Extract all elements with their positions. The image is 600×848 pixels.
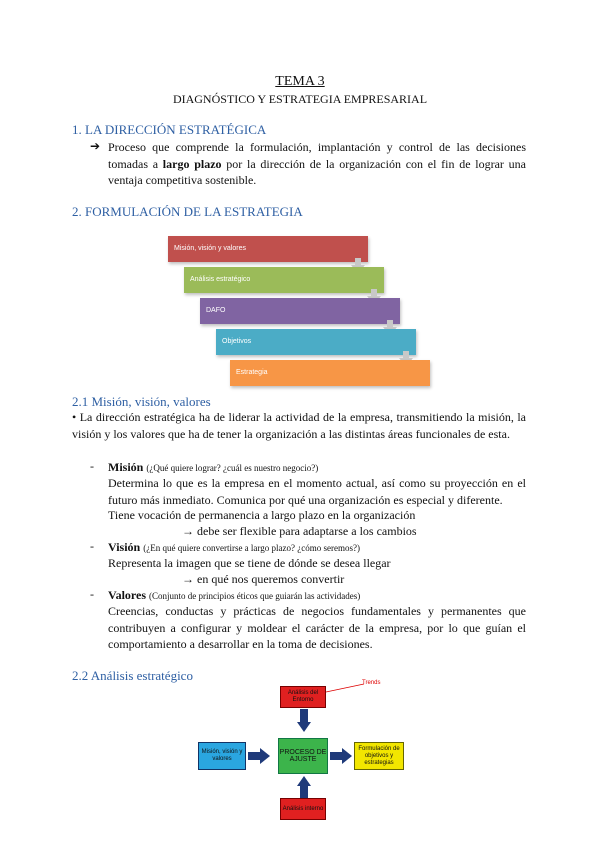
down-arrow-icon bbox=[387, 320, 393, 327]
annotation-line bbox=[324, 680, 368, 694]
step-dafo-label: DAFO bbox=[206, 307, 226, 314]
strategic-analysis-diagram bbox=[196, 680, 410, 820]
down-arrow-icon bbox=[371, 289, 377, 296]
strategy-funnel-diagram bbox=[168, 232, 432, 392]
step-estrategia bbox=[230, 360, 430, 386]
step-dafo bbox=[200, 298, 400, 324]
arrow-bullet: ➔ bbox=[90, 139, 101, 153]
step-analisis bbox=[184, 267, 384, 293]
down-arrow-icon bbox=[403, 351, 409, 358]
section-2-2-heading: 2.2 Análisis estratégico bbox=[72, 668, 193, 683]
dash-bullet: - bbox=[90, 539, 94, 553]
step-objetivos-label: Objetivos bbox=[222, 338, 252, 345]
section-1-paragraph bbox=[108, 139, 526, 189]
mision-permanence: Tiene vocación de permanencia a largo plazo en la organización bbox=[108, 508, 416, 522]
arrow-down-icon bbox=[297, 709, 311, 733]
analisis-interno-box: Análisis interno bbox=[280, 798, 326, 820]
ajuste-box: PROCESO DE AJUSTE bbox=[278, 738, 328, 774]
paragraph-bold-text: largo plazo bbox=[162, 156, 222, 171]
paragraph-text-end: por la dirección de la organización con el fin de lograr una ventaja competitiva sostenible. bbox=[108, 156, 526, 187]
arrow-right-icon bbox=[330, 748, 354, 764]
section-2-1-intro: • La dirección estratégica ha de liderar la actividad de la empresa, transmitiendo la misión, la visión y los valores que ha de tener la organización a las distintas áreas funcionales de esta. bbox=[72, 410, 526, 441]
arrow-up-icon bbox=[297, 776, 311, 798]
down-arrow-icon bbox=[355, 258, 361, 265]
step-mision bbox=[168, 236, 368, 262]
entorno-box: Análisis del Entorno bbox=[280, 686, 326, 708]
mision-description: Determina lo que es la empresa en el momento actual, así como su proyección en el futuro más inmediato. Comunica por qué una organización es especial y diferente. bbox=[108, 476, 526, 507]
mision-flexible: → debe ser flexible para adaptarse a los cambios bbox=[182, 524, 417, 538]
step-mision-label: Misión, visión y valores bbox=[174, 245, 246, 252]
page-title: TEMA 3 bbox=[275, 74, 325, 89]
valores-term-line bbox=[108, 587, 526, 605]
vision-term: Visión bbox=[108, 540, 141, 554]
section-2-heading: 2. FORMULACIÓN DE LA ESTRATEGIA bbox=[72, 204, 303, 219]
step-estrategia-label: Estrategia bbox=[236, 369, 268, 376]
valores-description: Creencias, conductas y prácticas de negocios fundamentales y permanentes que contribuyen a configurar y moldear el carácter de la empresa, por lo que guían el comportamiento a desarrollar en la toma de decisiones. bbox=[108, 604, 526, 651]
arrow-right-icon bbox=[248, 748, 272, 764]
vision-convert: → en qué nos queremos convertir bbox=[182, 572, 345, 586]
page-subtitle: DIAGNÓSTICO Y ESTRATEGIA EMPRESARIAL bbox=[172, 92, 428, 106]
step-analisis-label: Análisis estratégico bbox=[190, 276, 251, 283]
section-2-1-heading: 2.1 Misión, visión, valores bbox=[72, 394, 211, 409]
valores-term: Valores bbox=[108, 588, 147, 602]
section-1-heading: 1. LA DIRECCIÓN ESTRATÉGICA bbox=[72, 122, 267, 137]
valores-note: (Conjunto de principios éticos que guiarán las actividades) bbox=[149, 591, 361, 601]
mision-vision-box: Misión, visión y valores bbox=[198, 742, 246, 770]
vision-note: (¿En qué quiere convertirse a largo plazo? ¿cómo seremos?) bbox=[143, 543, 360, 553]
mision-term: Misión bbox=[108, 460, 144, 474]
vision-description: Representa la imagen que se tiene de dónde se desea llegar bbox=[108, 556, 391, 570]
mision-note: (¿Qué quiere lograr? ¿cuál es nuestro negocio?) bbox=[146, 463, 319, 473]
mision-term-line bbox=[108, 459, 526, 477]
paragraph-text-start: Proceso que comprende la formulación, implantación y control de las decisiones tomadas a bbox=[108, 140, 526, 171]
formulacion-box: Formulación de objetivos y estrategias bbox=[354, 742, 404, 770]
vision-term-line bbox=[108, 539, 526, 557]
step-objetivos bbox=[216, 329, 416, 355]
dash-bullet: - bbox=[90, 587, 94, 601]
dash-bullet: - bbox=[90, 459, 94, 473]
trends-note: Trends bbox=[362, 680, 381, 686]
